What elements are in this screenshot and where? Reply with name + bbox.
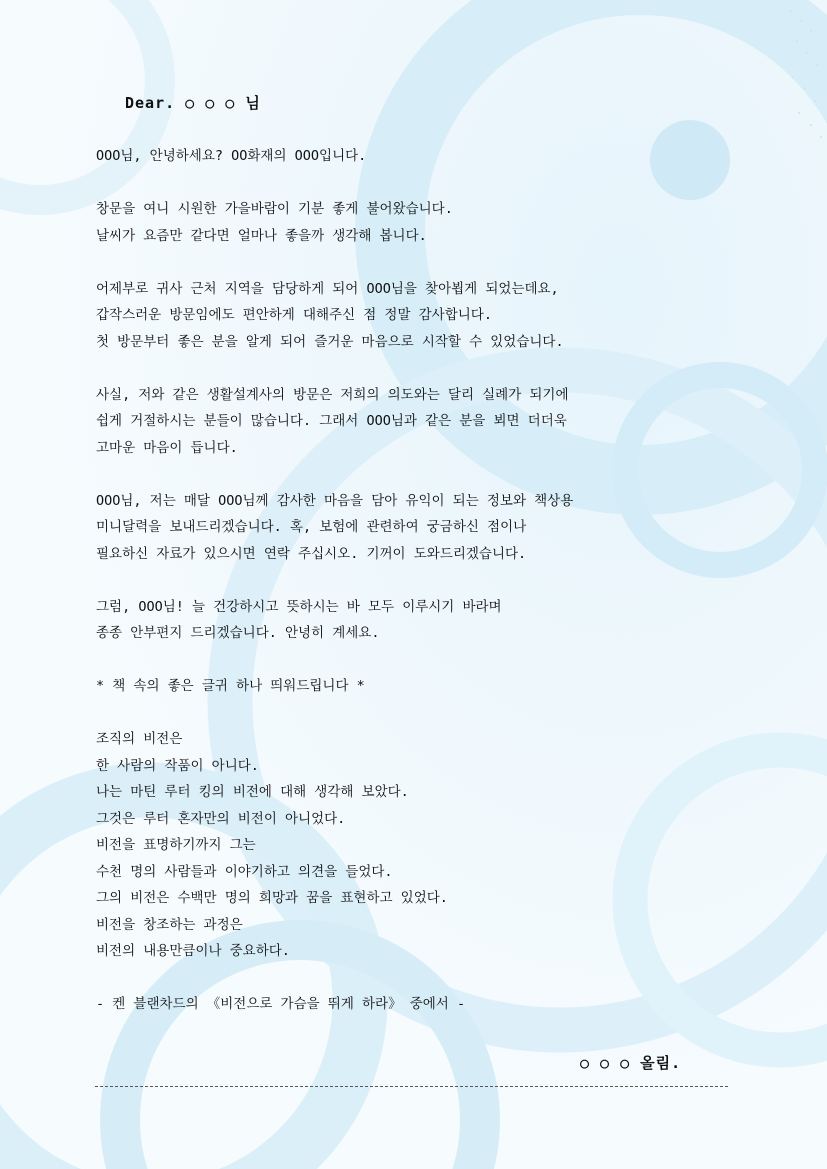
letter-paragraph — [96, 382, 746, 462]
letter-line: 사실, 저와 같은 생활설계사의 방문은 저희의 의도와는 달리 실례가 되기에 — [96, 386, 569, 403]
paragraph-gap — [96, 647, 746, 674]
letter-line: OOO님, 안녕하세요? OO화재의 OOO입니다. — [96, 148, 367, 164]
dashed-divider — [95, 1086, 728, 1087]
letter-greeting: Dear. ○ ○ ○ 님 — [125, 94, 261, 112]
letter-line: 종종 안부편지 드리겠습니다. 안녕히 계세요. — [96, 625, 380, 641]
letter-line: 창문을 여니 시원한 가을바람이 기분 좋게 불어왔습니다. — [96, 201, 453, 217]
letter-line: 조직의 비전은 — [96, 731, 183, 747]
paragraph-gap — [96, 355, 746, 382]
letter-line: 비전을 표명하기까지 그는 — [96, 837, 256, 853]
letter-line: 필요하신 자료가 있으시면 연락 주십시오. 기꺼이 도와드리겠습니다. — [96, 545, 527, 562]
letter-paragraph — [96, 276, 746, 356]
letter-line: 미니달력을 보내드리겠습니다. 혹, 보험에 관련하여 궁금하신 점이나 — [96, 519, 527, 535]
letter-line: 수천 명의 사람들과 이야기하고 의견을 들었다. — [96, 863, 393, 880]
letter-paragraph — [96, 726, 746, 965]
letter-paragraph — [96, 594, 746, 647]
letter-line: 한 사람의 작품이 아니다. — [96, 757, 259, 774]
letter-paragraph — [96, 488, 746, 568]
letter-line: 그것은 루터 혼자만의 비전이 아니었다. — [96, 810, 346, 827]
letter-paragraph — [96, 196, 746, 249]
paragraph-gap — [96, 567, 746, 594]
letter-line: 갑작스러운 방문임에도 편안하게 대해주신 점 정말 감사합니다. — [96, 307, 492, 323]
letter-line: 그럼, OOO님! 늘 건강하시고 뜻하시는 바 모두 이루시기 바라며 — [96, 598, 502, 615]
letter-paragraph — [96, 673, 746, 700]
letter-line: 어제부로 귀사 근처 지역을 담당하게 되어 OOO님을 찾아뵙게 되었는데요, — [96, 280, 559, 297]
letter-paragraph — [96, 143, 746, 170]
letter-line: * 책 속의 좋은 글귀 하나 띄워드립니다 * — [96, 678, 365, 694]
letter-line: 비전을 창조하는 과정은 — [96, 916, 243, 933]
paragraph-gap — [96, 700, 746, 727]
letter-line: - 켄 블랜차드의 《비전으로 가슴을 뛰게 하라》 중에서 - — [96, 996, 466, 1012]
letter-signature: ○ ○ ○ 올림. — [580, 1054, 682, 1072]
paragraph-gap — [96, 249, 746, 276]
letter-body — [96, 143, 746, 1018]
letter-line: 첫 방문부터 좋은 분을 알게 되어 즐거운 마음으로 시작할 수 있었습니다. — [96, 333, 564, 350]
letter-line: 그의 비전은 수백만 명의 희망과 꿈을 표현하고 있었다. — [96, 890, 448, 906]
letter-line: 비전의 내용만큼이나 중요하다. — [96, 943, 290, 959]
letter-line: 쉽게 거절하시는 분들이 많습니다. 그래서 OOO님과 같은 분을 뵈면 더더욱 — [96, 413, 567, 429]
paragraph-gap — [96, 170, 746, 197]
letter-line: 날씨가 요즘만 같다면 얼마나 좋을까 생각해 봅니다. — [96, 227, 427, 244]
letter-line: OOO님, 저는 매달 OOO님께 감사한 마음을 담아 유익이 되는 정보와 책상용 — [96, 492, 574, 509]
letter-line: 나는 마틴 루터 킹의 비전에 대해 생각해 보았다. — [96, 784, 409, 800]
paragraph-gap — [96, 965, 746, 992]
letter-paragraph — [96, 991, 746, 1018]
letter-line: 고마운 마음이 듭니다. — [96, 439, 238, 456]
paragraph-gap — [96, 461, 746, 488]
